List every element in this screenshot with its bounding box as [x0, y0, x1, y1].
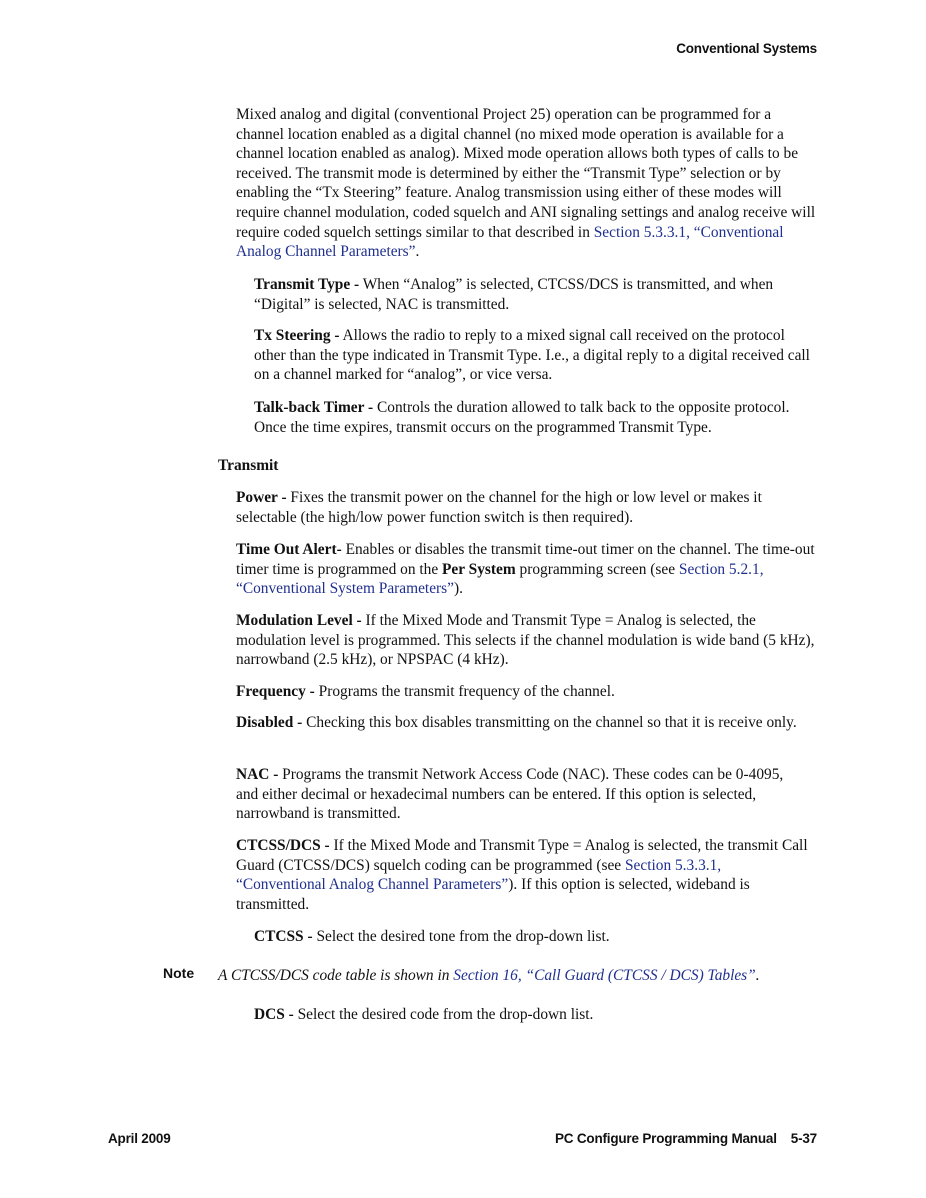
- talkback-term: Talk-back Timer -: [254, 399, 374, 416]
- frequency-text: Programs the transmit frequency of the channel.: [314, 683, 615, 700]
- time-out-alert-text: Enables or disables the transmit time-out timer on the channel. The time-out timer time is programmed on the: [236, 541, 815, 578]
- transmit-heading: Transmit: [218, 457, 279, 474]
- ctcss-term: CTCSS -: [254, 928, 313, 945]
- transmit-type-item: [254, 275, 820, 314]
- page-number: 5-37: [790, 1131, 817, 1146]
- time-out-alert-end: ).: [453, 580, 463, 598]
- ctcss-dcs-term: CTCSS/DCS -: [236, 837, 330, 854]
- power-text: Fixes the transmit power on the channel for the high or low level or makes it selectable (the high/low power function switch is then required).: [236, 489, 762, 526]
- tx-steering-item: [254, 326, 820, 385]
- analog-params-link[interactable]: Section 5.3.3.1, “Conventional Analog Channel Parameters”: [236, 223, 784, 261]
- power-term: Power -: [236, 489, 287, 506]
- call-guard-tables-link[interactable]: Section 16, “Call Guard (CTCSS / DCS) Tables”: [453, 967, 756, 984]
- ctcss-dcs-text-2: ). If this option is selected, wideband is transmitted.: [236, 876, 750, 913]
- note-text: [218, 966, 818, 986]
- note-body: A CTCSS/DCS code table is shown in: [218, 967, 454, 984]
- nac-term: NAC -: [236, 766, 279, 783]
- analog-params-link-2[interactable]: Section 5.3.3.1, “Conventional Analog Channel Parameters”: [236, 856, 722, 894]
- nac-text: Programs the transmit Network Access Code (NAC). These codes can be 0-4095, and either decimal or hexadecimal numbers can be entered. If this option is selected, narrowband is transmitted.: [236, 766, 784, 823]
- time-out-alert-text-2: programming screen (see: [515, 560, 679, 578]
- nac-item: [236, 765, 808, 824]
- ctcss-dcs-item: [236, 836, 812, 914]
- ctcss-item: [254, 927, 820, 947]
- tx-steering-term: Tx Steering -: [254, 327, 340, 344]
- frequency-item: [236, 682, 816, 702]
- disabled-term: Disabled -: [236, 714, 303, 731]
- note-end: .: [755, 967, 760, 984]
- footer-date: April 2009: [108, 1131, 171, 1146]
- ctcss-dcs-text: If the Mixed Mode and Transmit Type = Analog is selected, the transmit Call Guard (CTCSS/DCS) squelch coding can be programmed (see: [236, 837, 808, 874]
- transmit-type-term: Transmit Type -: [254, 276, 360, 293]
- dcs-item: [254, 1005, 820, 1025]
- modulation-text: If the Mixed Mode and Transmit Type = Analog is selected, the modulation level is programmed. This selects if the channel modulation is wide band (5 kHz), narrowband (2.5 kHz), or NPSPAC (4 kHz).: [236, 612, 815, 669]
- frequency-term: Frequency -: [236, 683, 315, 700]
- dcs-term: DCS -: [254, 1006, 294, 1023]
- running-header: Conventional Systems: [676, 41, 817, 56]
- power-item: [236, 488, 816, 527]
- transmit-type-text: When “Analog” is selected, CTCSS/DCS is transmitted, and when “Digital” is selected, NAC is transmitted.: [254, 276, 774, 313]
- dcs-text: Select the desired code from the drop-down list.: [293, 1006, 594, 1023]
- modulation-term: Modulation Level -: [236, 612, 362, 629]
- intro-end: .: [415, 243, 420, 261]
- talkback-text: Controls the duration allowed to talk back to the opposite protocol. Once the time expires, transmit occurs on the programmed Transmit Type.: [254, 399, 790, 436]
- tx-steering-text: Allows the radio to reply to a mixed signal call received on the protocol other than the type indicated in Transmit Type. I.e., a digital reply to a digital received call on a channel marked for “analog”, or vice versa.: [254, 327, 810, 384]
- disabled-text: Checking this box disables transmitting on the channel so that it is receive only.: [302, 714, 797, 731]
- modulation-item: [236, 611, 816, 670]
- ctcss-text: Select the desired tone from the drop-down list.: [312, 928, 610, 945]
- time-out-alert-term: Time Out Alert-: [236, 541, 342, 558]
- disabled-item: [236, 713, 816, 733]
- footer-manual: [555, 1131, 817, 1146]
- footer-manual-title: PC Configure Programming Manual: [554, 1131, 777, 1146]
- intro-text: Mixed analog and digital (conventional Project 25) operation can be programmed for a channel location enabled as a digital channel (no mixed mode operation is available for a channel location enabled as analog). Mixed mode operation allows both types of calls to be received. The transmit mode is determined by either the “Transmit Type” selection or by enabling the “Tx Steering” feature. Analog transmission using either of these modes will require channel modulation, coded squelch and ANI signaling settings and analog receive will require coded squelch settings similar to that described in: [236, 106, 816, 241]
- talkback-item: [254, 398, 824, 437]
- system-params-link[interactable]: Section 5.2.1, “Conventional System Parameters”: [236, 560, 764, 598]
- time-out-alert-item: [236, 540, 816, 599]
- note-label: Note: [163, 965, 195, 981]
- intro-paragraph: [236, 105, 818, 262]
- per-system-label: Per System: [442, 560, 516, 578]
